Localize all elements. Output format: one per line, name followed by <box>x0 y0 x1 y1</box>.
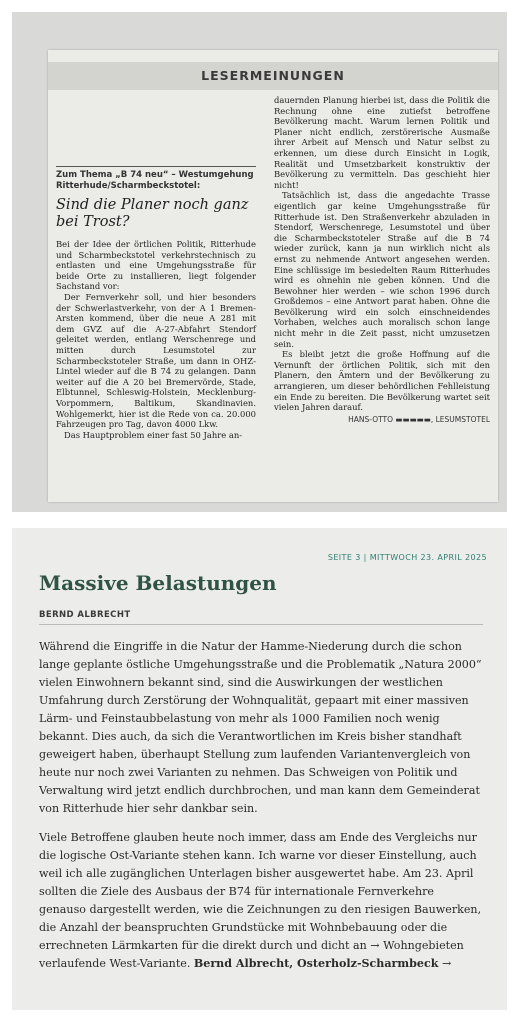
paragraph: Bei der Idee der örtlichen Politik, Ritterhude und Scharmbeckstotel verkehrstechnisch zu entlasten und eine Umgehungsstraße für beide Orte zu installieren, liegt folgender Sachstand vor: <box>56 239 256 292</box>
article-headline: Massive Belastungen <box>39 571 277 595</box>
arrow-icon: → <box>441 957 452 970</box>
article-author: BERND ALBRECHT <box>39 610 131 620</box>
article-body <box>39 638 483 984</box>
article-photo <box>12 528 507 1010</box>
divider <box>56 166 256 167</box>
paragraph: Während die Eingriffe in die Natur der Hamme-Niederung durch die schon lange geplante östliche Umgehungsstraße und die Problematik „Natura 2000“ vielen Einwohnern bekannt sind, sind die Auswirkungen der westlichen Umfahrung durch Zerstörung der Wohnqualität, gepaart mit einer massiven Lärm- und Feinstaubbelastung von mehr als 1000 Familien noch wenig bekannt. Dies auch, da sich die Verantwortlichen im Kreis bisher standhaft geweigert haben, überhaupt Stellung zum laufenden Variantenvergleich von heute nur noch zwei Varianten zu nehmen. Das Schweigen von Politik und Verwaltung wird jetzt endlich durchbrochen, und man kann dem Gemeinderat von Ritterhude hier sehr dankbar sein. <box>39 640 482 815</box>
divider <box>39 624 483 625</box>
letter-signature: HANS-OTTO ▬▬▬▬▬, LESUMSTOTEL <box>348 414 490 424</box>
page-date-line: SEITE 3 | MITTWOCH 23. APRIL 2025 <box>327 553 487 562</box>
clipping-photo <box>12 12 507 512</box>
paragraph: Es bleibt jetzt die große Hoffnung auf die Vernunft der örtlichen Politik, sich mit den Planern, den Ämtern und der Bevölkerung zu arrangieren, um dieser behördlichen Fehlleistung ein Ende zu bereiten. Die Bevölkerung wartet seit vielen Jahren darauf. <box>274 349 490 413</box>
paragraph: dauernden Planung hierbei ist, dass die Politik die Rechnung ohne eine zutiefst betroffene Bevölkerung macht. Warum lernen Politik und Planer nicht endlich, zerstörerische Ausmaße ihrer Arbeit auf Mensch und Natur selbst zu erkennen, um diese durch Einsicht in Logik, Realität und Umsetzbarkeit konstruktiv der Bevölkerung zu vermitteln. Das geschieht hier nicht! <box>274 95 490 190</box>
clipping-headline: Sind die Planer noch ganz bei Trost? <box>56 197 249 230</box>
paragraph: Tatsächlich ist, dass die angedachte Trasse eigentlich gar keine Umgehungsstraße für Ritterhude ist. Den Straßenverkehr abzuladen in Stendorf, Werschenrege, Lesumstotel und über die Scharmbeckstoteler Straße auf die B 74 wieder zurück, kann ja nun wirklich nicht als ernst zu nehmende Antwort angesehen werden. Eine schlüssige im besiedelten Raum Ritterhudes wird es ohnehin nie geben können. Und die Bewohner hier werden – wie schon 1996 durch Großdemos – eine Antwort parat haben. Ohne die Bevölkerung wird ein solch einschneidendes Vorhaben, welches auch moralisch schon lange nicht mehr in die Zeit passt, nicht umzusetzen sein. <box>274 190 490 349</box>
paragraph <box>39 829 483 973</box>
paragraph-text: Viele Betroffene glauben heute noch immer, dass am Ende des Vergleichs nur die logische Ost-Variante stehen kann. Ich warne vor dieser Einstellung, auch weil ich alle zugänglichen Unterlagen bisher ausgewertet habe. Am 23. April sollten die Ziele des Ausbaus der B74 für internationale Fernverkehre genauso dargestellt werden, wie die Zeichnungen zu den riesigen Bauwerken, die Anzahl der beanspruchten Grundstücke mit Wohnbebauung oder die errechneten Lärmkarten für die direkt durch und dicht an → Wohngebieten verlaufende West-Variante. <box>39 831 482 970</box>
clipping-left-column <box>56 166 256 440</box>
clipping-right-column <box>274 95 490 425</box>
topic-line: Zum Thema „B 74 neu“ – Westumgehung Ritterhude/Scharmbeckstotel: <box>56 170 254 191</box>
paragraph: Der Fernverkehr soll, und hier besonders der Schwerlastverkehr, von der A 1 Bremen-Arsten kommend, über die neue A 281 mit dem GVZ auf die A-27-Abfahrt Stendorf geleitet werden, entlang Werschenrege und mitten durch Lesumstotel zur Scharmbeckstoteler Straße, um dann in OHZ-Lintel wieder auf die B 74 zu gelangen. Dann weiter auf die A 20 bei Bremervörde, Stade, Elbtunnel, Schleswig-Holstein, Mecklenburg-Vorpommern, Baltikum, Skandinavien. Wohlgemerkt, hier ist die Rede von ca. 20.000 Fahrzeugen pro Tag, davon 4000 Lkw. <box>56 291 256 430</box>
rubric-title: LESERMEINUNGEN <box>48 62 498 90</box>
paragraph: Das Hauptproblem einer fast 50 Jahre an- <box>64 429 243 440</box>
signoff: Bernd Albrecht, Osterholz-Scharmbeck <box>193 957 439 970</box>
newspaper-clipping <box>48 50 498 502</box>
